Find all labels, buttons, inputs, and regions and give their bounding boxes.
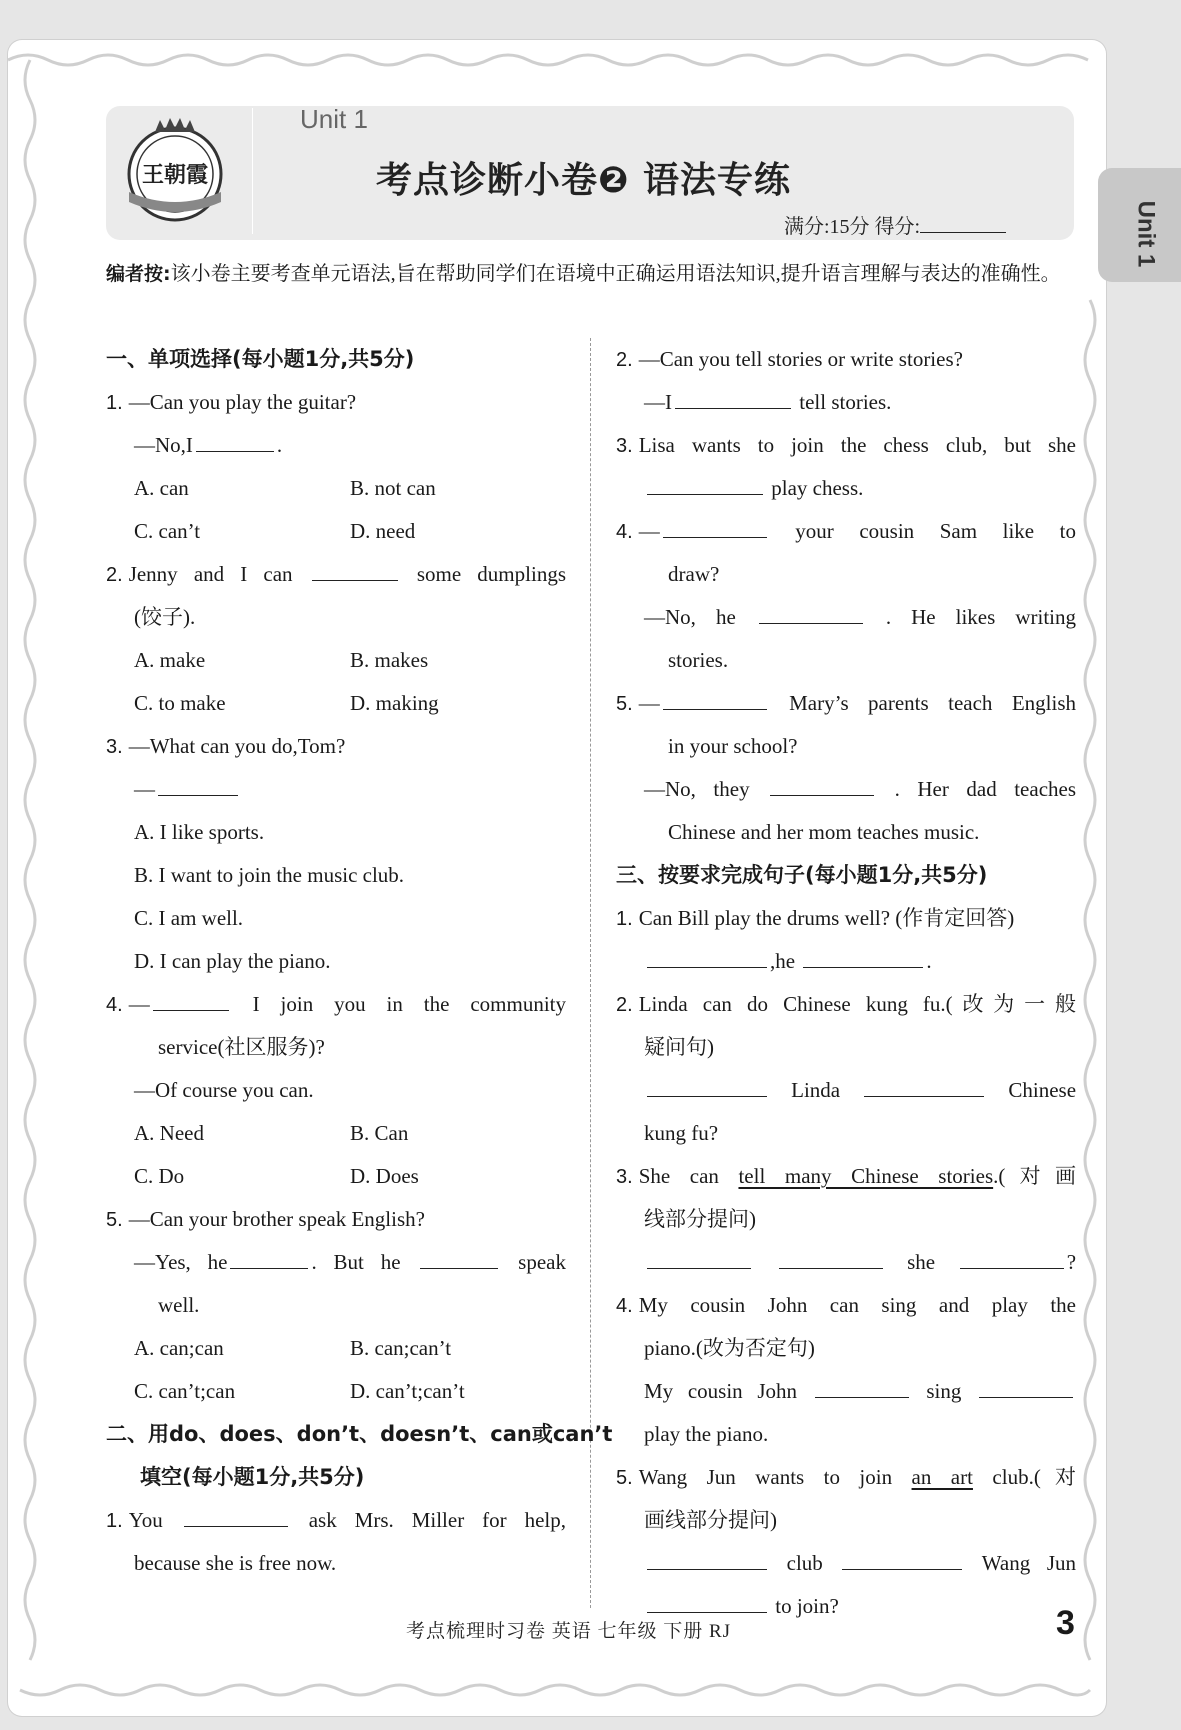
answer-blank[interactable] (647, 1547, 767, 1570)
score-blank[interactable] (920, 214, 1006, 233)
s1-q5-line3: well. (158, 1293, 200, 1317)
answer-blank[interactable] (420, 1246, 498, 1269)
answer-blank[interactable] (842, 1547, 962, 1570)
s1-q3-line1: 3. —What can you do,Tom? (106, 734, 346, 758)
section-2-title-line2: 填空(每小题1分,共5分) (140, 1465, 365, 1489)
option-d[interactable]: D. need (350, 519, 416, 543)
editor-note (106, 258, 1086, 290)
option-a[interactable]: A. can (134, 476, 189, 500)
column-divider (590, 338, 591, 1608)
s1-q4-options-cd (106, 1155, 566, 1198)
answer-blank[interactable] (779, 1246, 883, 1269)
page-title: 考点诊断小卷❷ 语法专练 (376, 160, 792, 201)
answer-blank[interactable] (663, 687, 767, 710)
answer-blank[interactable] (803, 945, 923, 968)
answer-blank[interactable] (153, 988, 229, 1011)
publisher-logo-seal (115, 112, 235, 232)
side-tab-label: Unit 1 (1132, 200, 1160, 268)
page-number: 3 (1056, 1604, 1075, 1642)
answer-blank[interactable] (864, 1074, 984, 1097)
s3-q5-line3: club Wang Jun (616, 1542, 1076, 1585)
s2-q3-line2: play chess. (616, 467, 1076, 510)
answer-blank[interactable] (312, 558, 398, 581)
answer-blank[interactable] (196, 429, 274, 452)
s3-q2-line4: kung fu? (644, 1121, 719, 1145)
s1-q5-line1: 5. —Can your brother speak English? (106, 1207, 425, 1231)
s2-q5-line1: 5. — Mary’s parents teach English (616, 682, 1076, 725)
answer-blank[interactable] (675, 386, 791, 409)
editor-note-label: 编者按: (106, 263, 171, 285)
s2-q5-line4: Chinese and her mom teaches music. (668, 820, 980, 844)
option-d[interactable]: D. can’t;can’t (350, 1379, 465, 1403)
s3-q5-line2: 画线部分提问) (644, 1508, 777, 1532)
footer-text: 考点梳理时习卷 英语 七年级 下册 RJ (406, 1621, 732, 1642)
score-label: 满分:15分 得分: (784, 216, 921, 238)
s3-q5-line1: 5. Wang Jun wants to join an art club.(对 (616, 1465, 1077, 1489)
answer-blank[interactable] (230, 1246, 308, 1269)
s2-q2-line2: —I tell stories. (616, 381, 1076, 424)
s3-q3-line1: 3. She can tell many Chinese stories.(对画 (616, 1164, 1076, 1188)
s1-q1-options-cd (106, 510, 566, 553)
s1-q5-line2: —Yes, he . But he speak (106, 1241, 566, 1284)
s2-q2-line1: 2. —Can you tell stories or write stories? (616, 347, 963, 371)
s1-q1-line2: —No,I . (106, 424, 566, 467)
header-separator (252, 108, 253, 234)
answer-blank[interactable] (815, 1375, 909, 1398)
option-d[interactable]: D. I can play the piano. (134, 949, 331, 973)
s2-q4-line3: —No, he . He likes writing (616, 596, 1076, 639)
answer-blank[interactable] (960, 1246, 1064, 1269)
option-a[interactable]: A. I like sports. (134, 820, 265, 844)
s1-q1-line1: 1. —Can you play the guitar? (106, 390, 357, 414)
s2-q1-line2: because she is free now. (134, 1551, 337, 1575)
left-column (106, 338, 613, 1585)
option-b[interactable]: B. I want to join the music club. (134, 863, 405, 887)
s1-q2-options-cd (106, 682, 566, 725)
s1-q4-line3: —Of course you can. (134, 1078, 314, 1102)
option-c[interactable]: C. Do (134, 1164, 185, 1188)
answer-blank[interactable] (647, 1074, 767, 1097)
option-c[interactable]: C. to make (134, 691, 226, 715)
answer-blank[interactable] (770, 773, 874, 796)
answer-blank[interactable] (647, 945, 767, 968)
option-b[interactable]: B. can;can’t (350, 1336, 452, 1360)
s3-q3-line2: 线部分提问) (644, 1207, 756, 1231)
s3-q4-line4: play the piano. (644, 1422, 769, 1446)
s3-q2-line2: 疑问句) (644, 1035, 714, 1059)
s1-q5-options-ab (106, 1327, 566, 1370)
s1-q2-options-ab (106, 639, 566, 682)
s1-q2-line2: (饺子). (134, 605, 196, 629)
s3-q2-line1: 2. Linda can do Chinese kung fu.(改为一般 (616, 992, 1076, 1016)
s1-q5-options-cd (106, 1370, 566, 1413)
section-2-title-line1: 二、用do、does、don’t、doesn’t、can或can’t (106, 1422, 613, 1446)
section-1-title: 一、单项选择(每小题1分,共5分) (106, 347, 415, 371)
option-a[interactable]: A. make (134, 648, 206, 672)
underlined-phrase: an art (911, 1465, 973, 1489)
option-d[interactable]: D. Does (350, 1164, 419, 1188)
side-tab (1098, 168, 1181, 282)
underlined-phrase: tell many Chinese stories (738, 1164, 994, 1188)
s2-q4-line1: 4. — your cousin Sam like to (616, 510, 1076, 553)
s2-q3-line1: 3. Lisa wants to join the chess club, but she (616, 433, 1076, 457)
answer-blank[interactable] (647, 472, 763, 495)
s2-q5-line3: —No, they . Her dad teaches (616, 768, 1076, 811)
answer-blank[interactable] (158, 773, 238, 796)
option-b[interactable]: B. not can (350, 476, 436, 500)
s2-q1-line1: 1. You ask Mrs. Miller for help, (106, 1499, 566, 1542)
option-c[interactable]: C. can’t (134, 519, 201, 543)
s3-q1-line1: 1. Can Bill play the drums well? (作肯定回答) (616, 906, 1015, 930)
s1-q3-line2: — (106, 768, 566, 811)
score-line (784, 210, 1006, 239)
answer-blank[interactable] (759, 601, 863, 624)
s3-q4-line1: 4. My cousin John can sing and play the (616, 1293, 1076, 1317)
option-b[interactable]: B. Can (350, 1121, 409, 1145)
answer-blank[interactable] (184, 1504, 288, 1527)
s2-q4-line4: stories. (668, 648, 729, 672)
option-a[interactable]: A. can;can (134, 1336, 224, 1360)
s3-q1-line2: ,he . (616, 940, 1076, 983)
section-3-title: 三、按要求完成句子(每小题1分,共5分) (616, 863, 988, 887)
option-d[interactable]: D. making (350, 691, 439, 715)
unit-label: Unit 1 (300, 104, 368, 134)
editor-note-text: 该小卷主要考查单元语法,旨在帮助同学们在语境中正确运用语法知识,提升语言理解与表达的准确性。 (170, 263, 1061, 285)
answer-blank[interactable] (647, 1590, 767, 1613)
s1-q2-line1: 2. Jenny and I can some dumplings (106, 553, 566, 596)
s3-q5-line4: to join? (616, 1585, 1076, 1628)
s2-q5-line2: in your school? (668, 734, 798, 758)
option-c[interactable]: C. I am well. (134, 906, 244, 930)
right-column (616, 338, 1076, 1628)
s1-q1-options-ab (106, 467, 566, 510)
s1-q4-options-ab (106, 1112, 566, 1155)
s1-q4-line1: 4. — I join you in the community (106, 983, 566, 1026)
s3-q3-line3: she ? (616, 1241, 1076, 1284)
logo-text: 王朝霞 (141, 162, 209, 188)
answer-blank[interactable] (647, 1246, 751, 1269)
s3-q2-line3: Linda Chinese (616, 1069, 1076, 1112)
s1-q4-line2: service(社区服务)? (158, 1035, 325, 1059)
option-c[interactable]: C. can’t;can (134, 1379, 236, 1403)
s3-q4-line2: piano.(改为否定句) (644, 1336, 815, 1360)
s3-q4-line3: My cousin John sing (616, 1370, 1076, 1413)
option-b[interactable]: B. makes (350, 648, 429, 672)
answer-blank[interactable] (663, 515, 767, 538)
s2-q4-line2: draw? (668, 562, 720, 586)
answer-blank[interactable] (979, 1375, 1073, 1398)
option-a[interactable]: A. Need (134, 1121, 204, 1145)
